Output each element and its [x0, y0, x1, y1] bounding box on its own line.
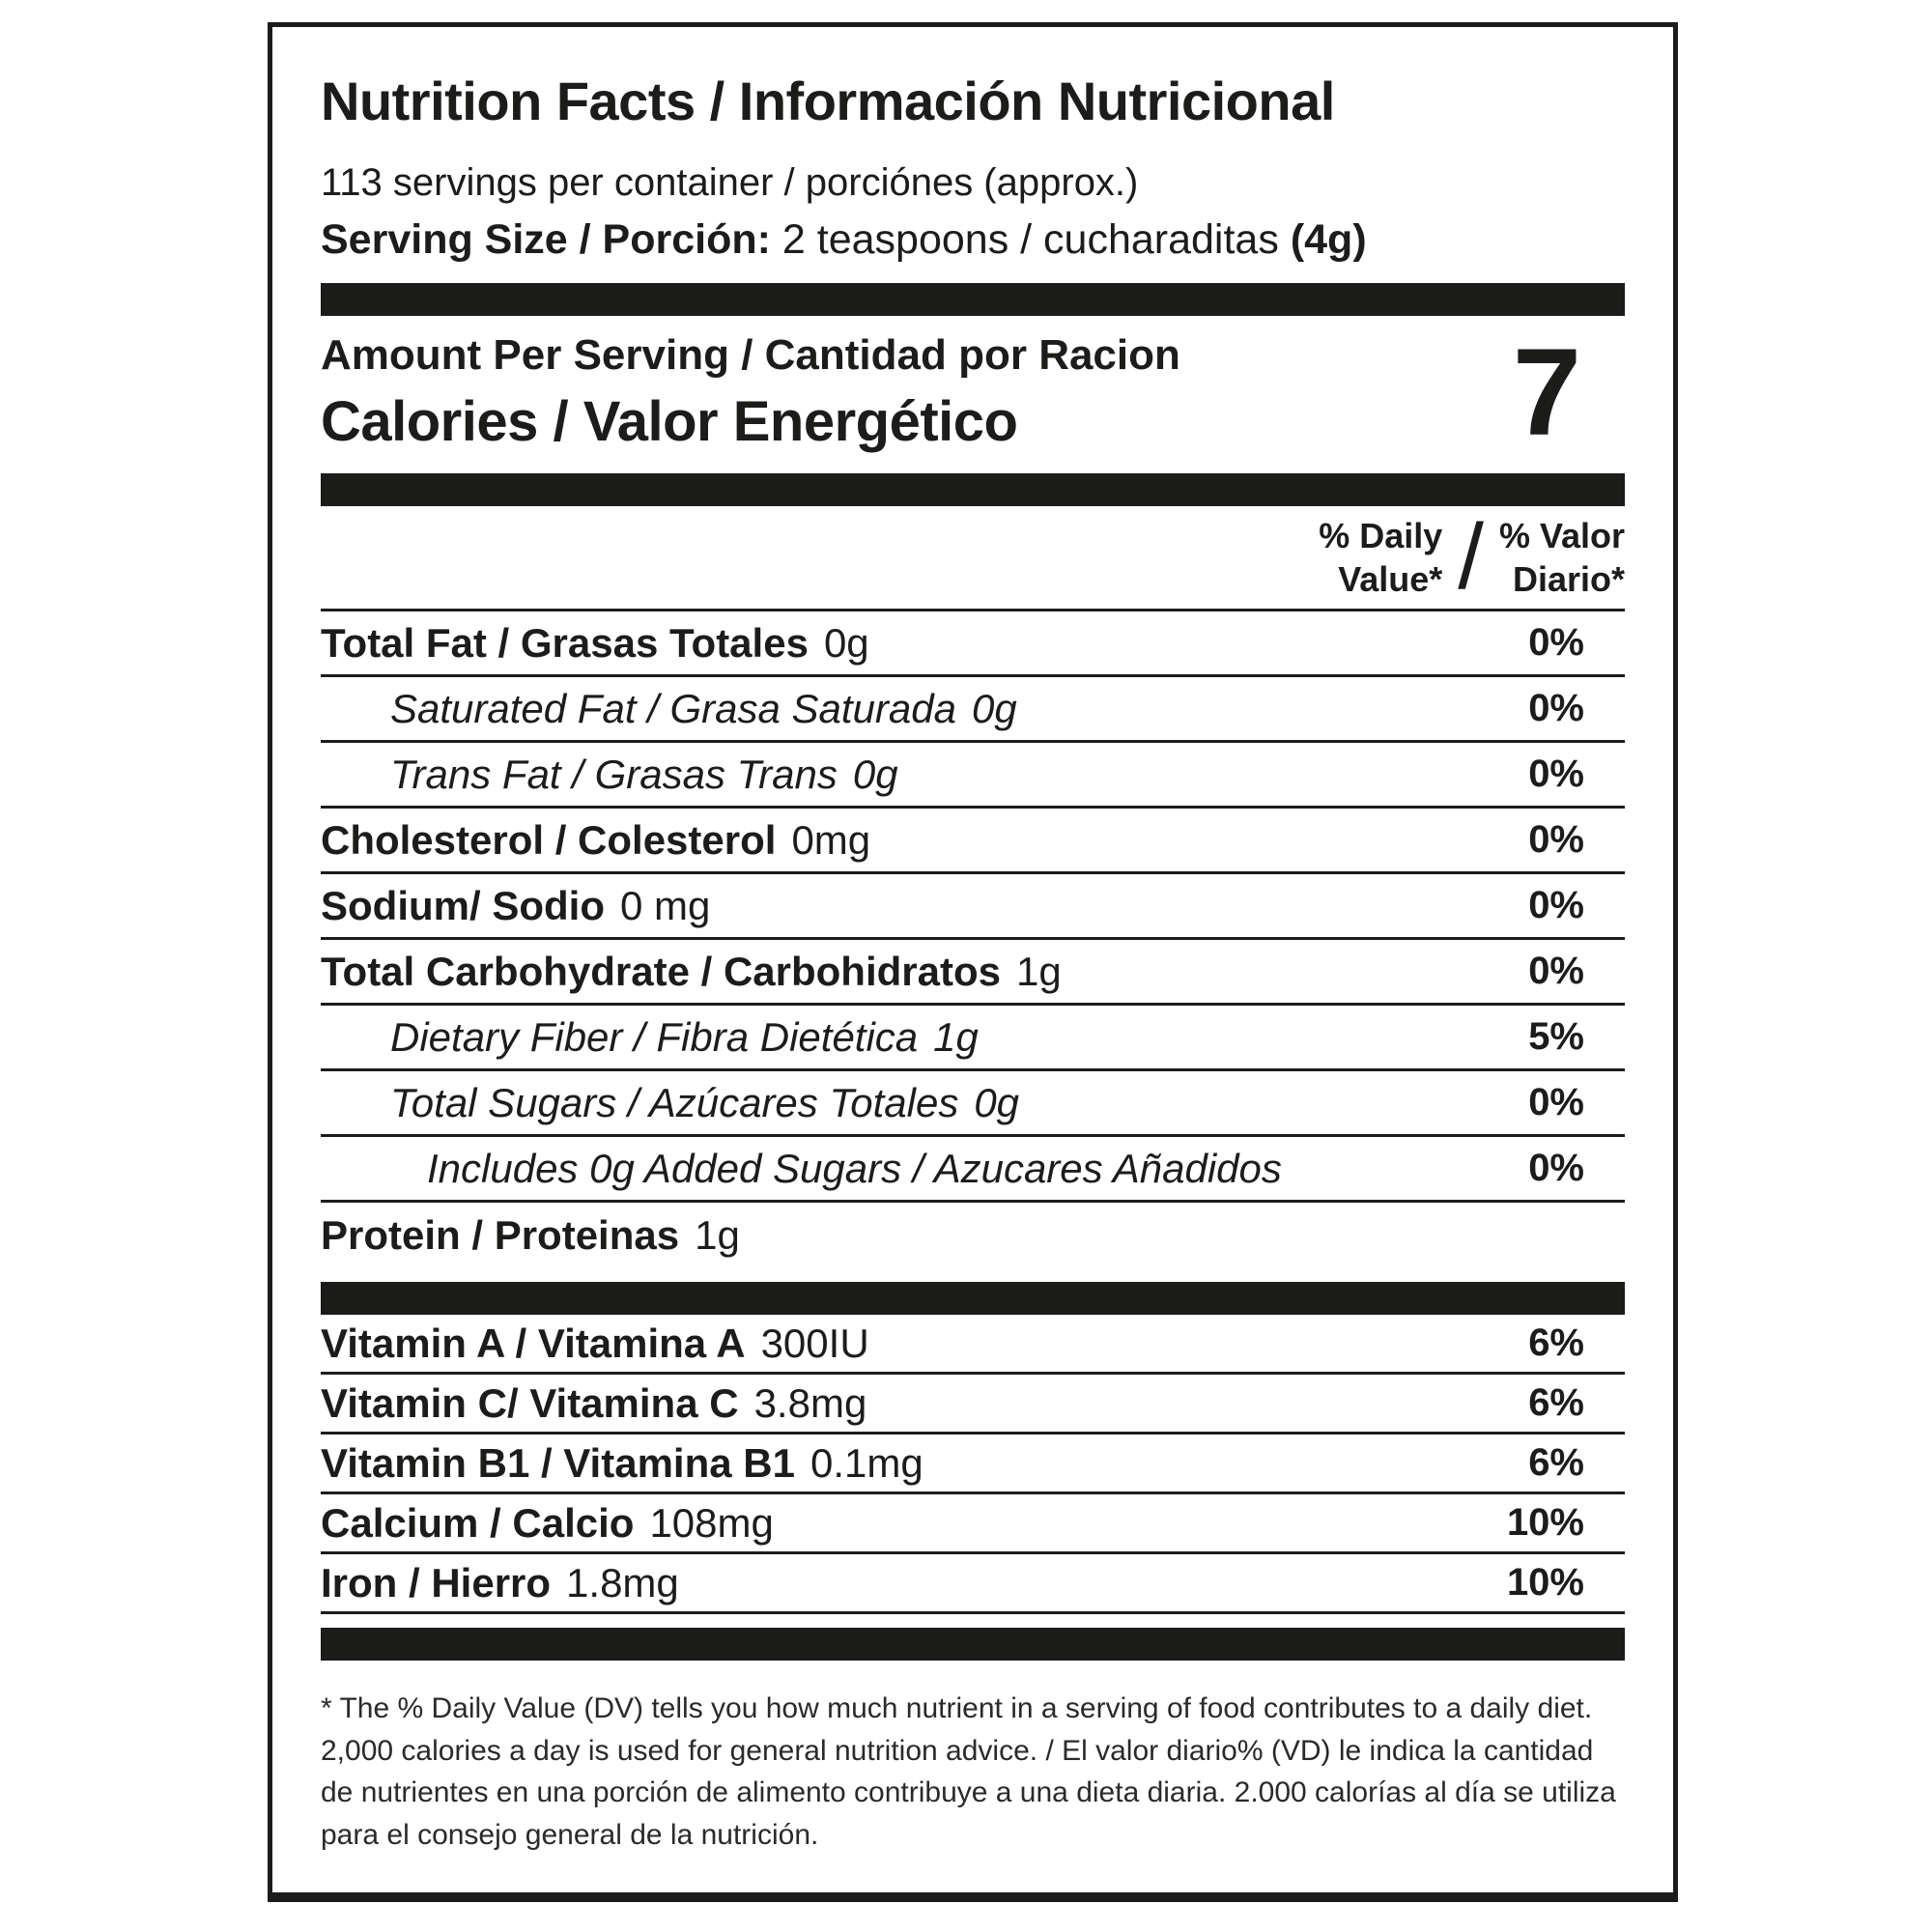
serving-size-label: Serving Size / Porción: [321, 216, 771, 263]
calories-label: Calories / Valor Energético [321, 390, 1018, 453]
nutrient-amount: 0.1mg [810, 1439, 923, 1486]
nutrient-row [321, 743, 1625, 809]
nutrient-amount: 0g [823, 619, 869, 666]
nutrient-row [321, 940, 1625, 1006]
section-divider-bar [321, 473, 1625, 506]
nutrient-name: Total Fat / Grasas Totales [321, 619, 809, 666]
nutrient-daily-value: 5% [1528, 1015, 1584, 1058]
nutrient-row [321, 1494, 1625, 1554]
nutrient-amount: 0g [972, 685, 1017, 731]
amount-per-serving-heading: Amount Per Serving / Cantidad por Racion [321, 331, 1180, 379]
section-divider-bar [321, 283, 1625, 316]
daily-value-header [321, 506, 1625, 609]
nutrient-name: Cholesterol / Colesterol [321, 816, 777, 863]
nutrient-daily-value: 0% [1528, 621, 1584, 664]
nutrient-row [321, 1554, 1625, 1614]
slash-divider: / [1458, 504, 1484, 609]
nutrient-row [321, 611, 1625, 677]
nutrient-row [321, 1203, 1625, 1268]
nutrient-daily-value: 10% [1506, 1501, 1584, 1544]
nutrient-name: Includes 0g Added Sugars / Azucares Añadidos [427, 1145, 1282, 1191]
daily-value-header-es: % Valor Diario* [1498, 516, 1625, 599]
nutrient-amount: 0mg [791, 816, 871, 863]
nutrient-row [321, 1315, 1625, 1375]
calories-left [321, 331, 1180, 454]
nutrient-amount: 300IU [760, 1320, 869, 1366]
nutrient-row [321, 1435, 1625, 1494]
nutrition-label [268, 22, 1678, 1902]
section-divider-bar [321, 1628, 1625, 1661]
nutrient-row [321, 1006, 1625, 1071]
nutrient-daily-value: 0% [1528, 1081, 1584, 1123]
nutrient-row [321, 1071, 1625, 1137]
nutrient-amount: 0 mg [619, 882, 711, 928]
nutrient-amount: 108mg [649, 1499, 774, 1546]
daily-value-header-en: % Daily Value* [1319, 516, 1443, 599]
nutrient-name: Vitamin B1 / Vitamina B1 [321, 1439, 795, 1486]
nutrient-name: Total Sugars / Azúcares Totales [390, 1079, 959, 1125]
calories-section [321, 316, 1625, 473]
nutrient-name: Protein / Proteinas [321, 1212, 680, 1258]
serving-size-value: 2 teaspoons / cucharaditas [781, 216, 1279, 263]
nutrient-amount: 1.8mg [566, 1559, 679, 1605]
nutrient-name: Dietary Fiber / Fibra Dietética [390, 1013, 919, 1060]
nutrient-name: Calcium / Calcio [321, 1499, 635, 1546]
nutrient-name: Sodium/ Sodio [321, 882, 605, 928]
micronutrient-table [321, 1315, 1625, 1614]
nutrient-amount: 1g [1015, 948, 1062, 994]
nutrient-daily-value: 10% [1506, 1561, 1584, 1604]
nutrient-daily-value: 0% [1528, 884, 1584, 926]
label-title: Nutrition Facts / Información Nutricional [321, 71, 1335, 131]
nutrient-name: Trans Fat / Grasas Trans [390, 751, 838, 797]
nutrient-amount: 1g [933, 1013, 979, 1060]
nutrient-daily-value: 0% [1528, 753, 1584, 795]
section-divider-bar [321, 1282, 1625, 1315]
nutrient-daily-value: 6% [1528, 1321, 1584, 1364]
nutrient-amount: 3.8mg [753, 1379, 867, 1426]
nutrient-row [321, 874, 1625, 940]
nutrient-daily-value: 6% [1528, 1381, 1584, 1424]
nutrient-name: Iron / Hierro [321, 1559, 552, 1605]
nutrient-amount: 0g [852, 751, 898, 797]
daily-value-footnote: * The % Daily Value (DV) tells you how much nutrient in a serving of food contributes to a daily diet. 2,000 calories a day is used for general nutrition advice. / El valor diario% (VD) le indica la cantidad de nutrientes en una porción de alimento contribuye a una dieta diaria. 2.000 calorías al día se utiliza para el consejo general de la nutrición. [321, 1692, 1616, 1851]
nutrient-daily-value: 0% [1528, 1147, 1584, 1189]
servings-per-container: 113 servings per container / porciónes (approx.) [321, 161, 1139, 204]
nutrient-name: Vitamin C/ Vitamina C [321, 1379, 739, 1426]
nutrient-daily-value: 0% [1528, 687, 1584, 729]
nutrient-row [321, 1375, 1625, 1435]
nutrient-table [321, 609, 1625, 1268]
nutrient-name: Saturated Fat / Grasa Saturada [390, 685, 956, 731]
nutrient-amount: 1g [695, 1212, 740, 1258]
nutrient-amount: 0g [974, 1079, 1020, 1125]
serving-size-line [321, 216, 1625, 264]
nutrient-row [321, 677, 1625, 743]
nutrient-row [321, 809, 1625, 874]
nutrient-name: Vitamin A / Vitamina A [321, 1320, 746, 1366]
nutrient-daily-value: 0% [1528, 818, 1584, 861]
nutrient-name: Total Carbohydrate / Carbohidratos [321, 948, 1001, 994]
calories-value: 7 [1512, 323, 1581, 462]
nutrient-daily-value: 0% [1528, 950, 1584, 992]
nutrient-row [321, 1137, 1625, 1203]
nutrient-daily-value: 6% [1528, 1441, 1584, 1484]
serving-size-weight: (4g) [1290, 216, 1367, 263]
